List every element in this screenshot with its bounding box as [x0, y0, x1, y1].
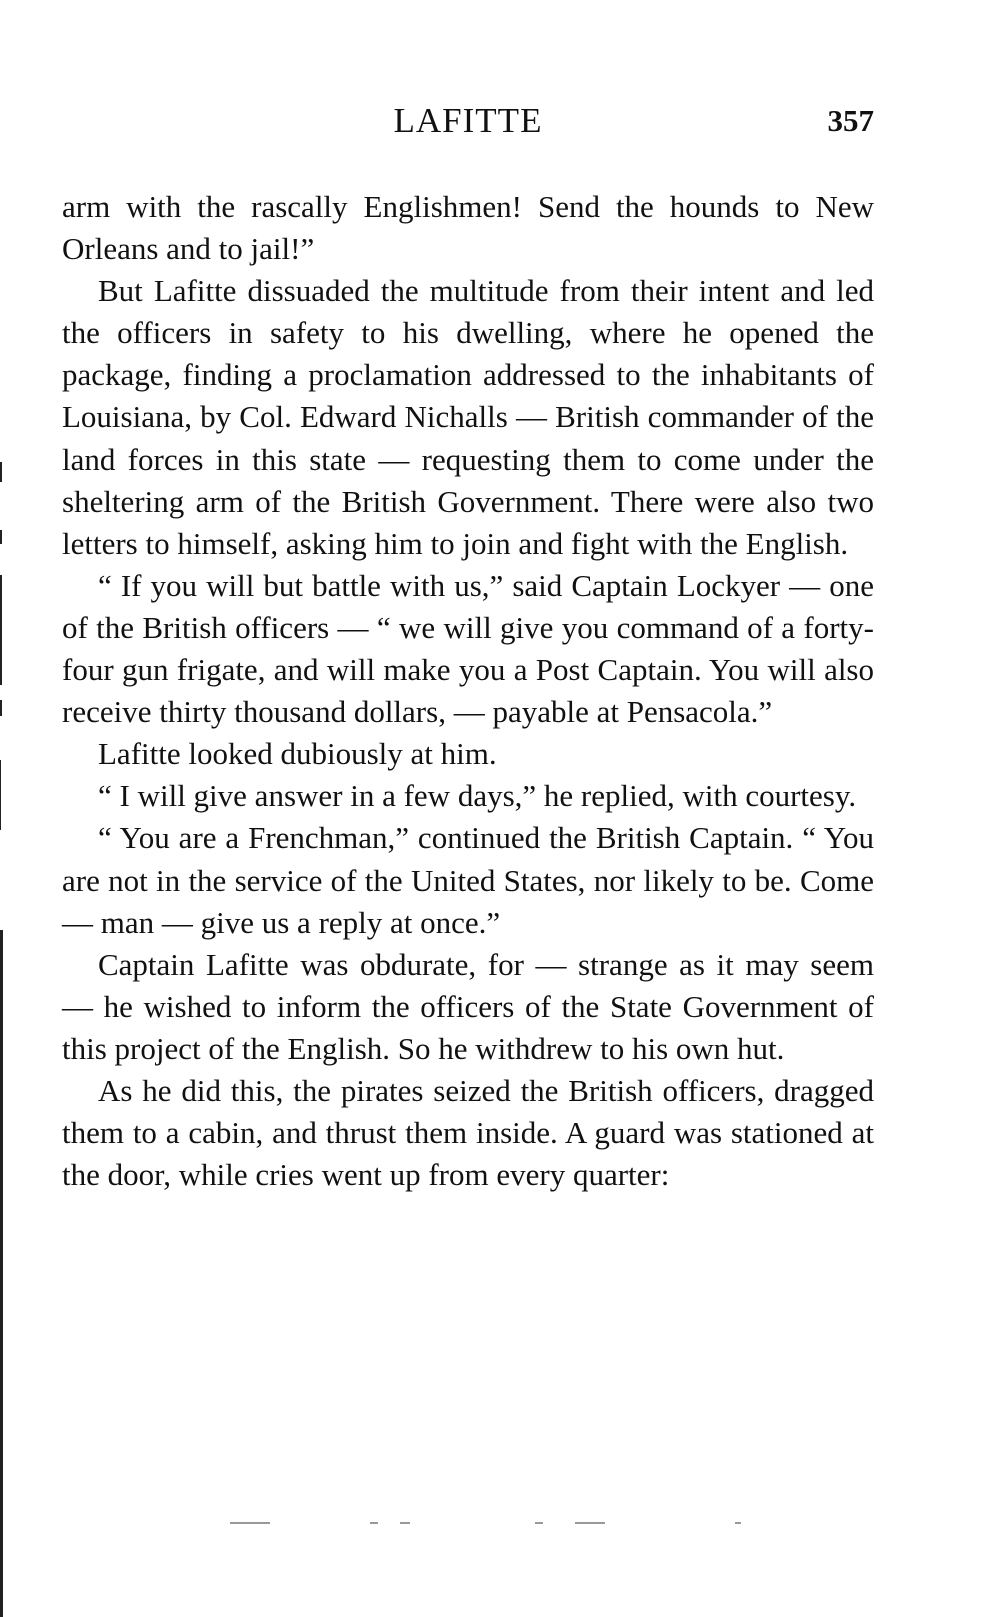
paragraph: As he did this, the pirates seized the British officers, dragged them to a cabin, and thrust them inside. A guard was stationed at the door, while cries went up from every quarter:	[62, 1072, 874, 1193]
speck	[400, 1522, 410, 1524]
paragraph: “ You are a Frenchman,” continued the British Captain. “ You are not in the service of the United States, nor likely to be. Come — man — give us a reply at once.”	[62, 820, 874, 940]
running-head	[62, 96, 874, 146]
edge-mark	[0, 462, 2, 482]
edge-mark	[0, 530, 2, 544]
speck	[735, 1522, 741, 1524]
edge-mark	[0, 760, 1, 830]
edge-mark	[0, 575, 2, 685]
running-title: LAFITTE	[393, 101, 543, 140]
speck	[370, 1522, 378, 1524]
edge-mark	[0, 700, 2, 716]
paragraph: arm with the rascally Englishmen! Send the hounds to New Orleans and to jail!”	[62, 189, 874, 267]
page-number: 357	[827, 103, 874, 138]
paragraph: “ I will give answer in a few days,” he replied, with courtesy.	[98, 778, 857, 814]
speck	[535, 1522, 543, 1524]
paragraph: Lafitte looked dubiously at him.	[98, 736, 497, 772]
paragraph: But Lafitte dissuaded the multitude from their intent and led the officers in safety to his dwelling, where he opened the package, finding a proclamation addressed to the inhabitants of Louisiana, by Col. Edward Nichalls — British commander of the land forces in this state — requesting them to come under the sheltering arm of the British Government. There were also two letters to himself, asking him to join and fight with the English.	[62, 273, 874, 561]
paragraph: “ If you will but battle with us,” said Captain Lockyer — one of the British officers — “ we will give you command of a forty-four gun frigate, and will make you a Post Captain. You will also receive thirty thousand dollars, — payable at Pensacola.”	[62, 567, 874, 730]
edge-mark	[0, 930, 3, 1617]
speck	[575, 1522, 605, 1524]
binding-edge-shadow	[0, 0, 6, 1617]
print-specks	[230, 1522, 790, 1526]
speck	[230, 1522, 270, 1524]
body-text	[62, 186, 874, 1196]
paragraph: Captain Lafitte was obdurate, for — strange as it may seem — he wished to inform the officers of the State Government of this project of the English. So he withdrew to his own hut.	[62, 946, 874, 1066]
